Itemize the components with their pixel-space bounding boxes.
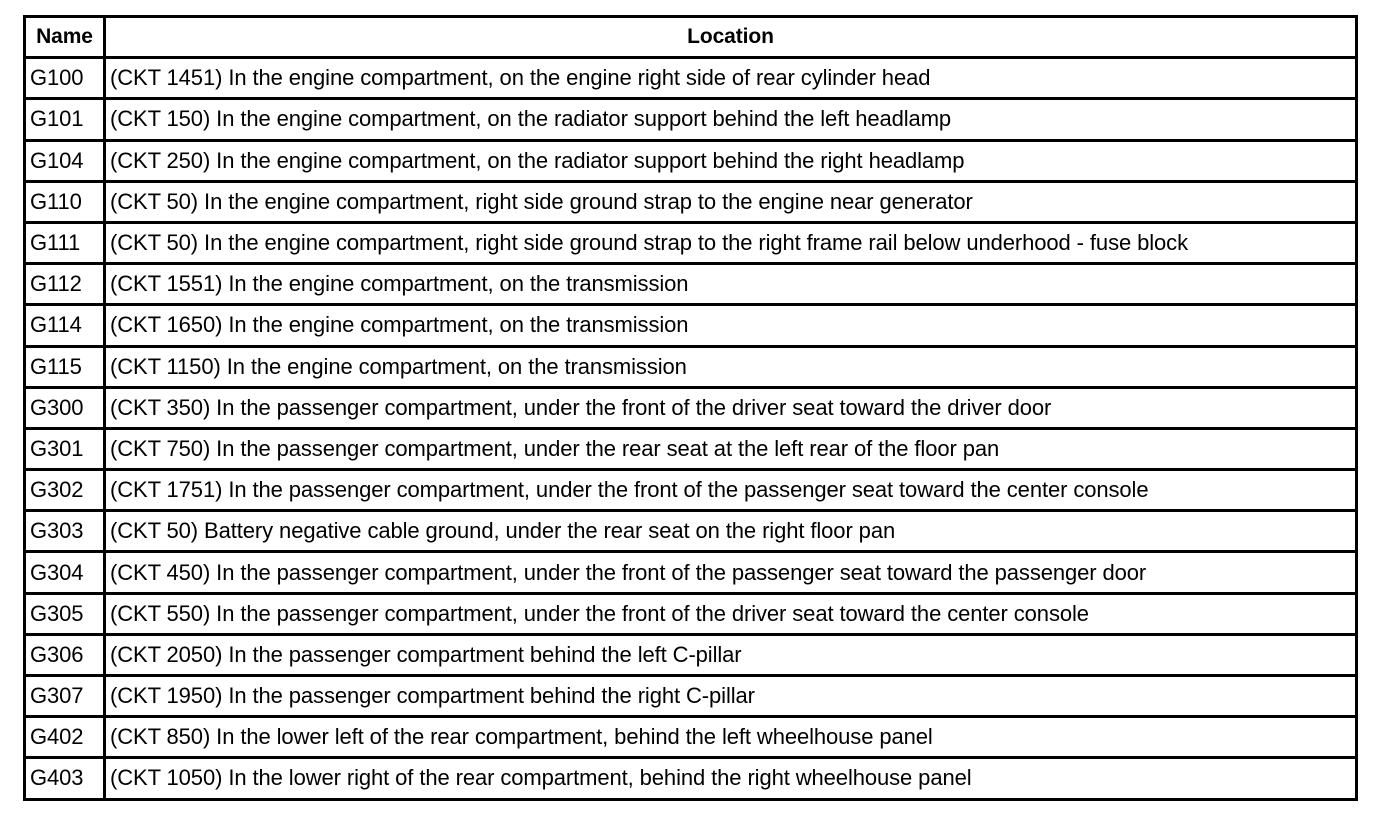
table-body bbox=[26, 59, 1355, 797]
ground-name-cell: G403 bbox=[26, 759, 106, 797]
table-row bbox=[26, 471, 1355, 512]
table-row bbox=[26, 100, 1355, 141]
ground-name-cell: G114 bbox=[26, 306, 106, 347]
table-row bbox=[26, 718, 1355, 759]
ground-name-cell: G305 bbox=[26, 595, 106, 636]
ground-name-cell: G110 bbox=[26, 183, 106, 224]
ground-location-cell: (CKT 50) In the engine compartment, right side ground strap to the engine near generator bbox=[106, 183, 1355, 224]
header-row bbox=[26, 18, 1355, 59]
table-row bbox=[26, 759, 1355, 797]
ground-name-cell: G304 bbox=[26, 553, 106, 594]
ground-locations-table bbox=[23, 15, 1358, 801]
table-row bbox=[26, 224, 1355, 265]
table-row bbox=[26, 265, 1355, 306]
ground-name-cell: G307 bbox=[26, 677, 106, 718]
ground-location-cell: (CKT 50) Battery negative cable ground, under the rear seat on the right floor pan bbox=[106, 512, 1355, 553]
ground-name-cell: G112 bbox=[26, 265, 106, 306]
ground-name-cell: G402 bbox=[26, 718, 106, 759]
table-row bbox=[26, 553, 1355, 594]
ground-location-cell: (CKT 1050) In the lower right of the rear compartment, behind the right wheelhouse panel bbox=[110, 765, 972, 791]
table-row bbox=[26, 636, 1355, 677]
ground-name-cell: G115 bbox=[26, 348, 106, 389]
ground-name-cell: G302 bbox=[26, 471, 106, 512]
ground-location-cell: (CKT 150) In the engine compartment, on the radiator support behind the left headlamp bbox=[106, 100, 1355, 141]
ground-location-cell: (CKT 50) In the engine compartment, right side ground strap to the right frame rail below underhood - fuse block bbox=[106, 224, 1355, 265]
column-header-name: Name bbox=[26, 18, 106, 59]
ground-location-cell: (CKT 550) In the passenger compartment, under the front of the driver seat toward the center console bbox=[106, 595, 1355, 636]
ground-location-cell: (CKT 1751) In the passenger compartment, under the front of the passenger seat toward the center console bbox=[106, 471, 1355, 512]
ground-location-cell: (CKT 250) In the engine compartment, on the radiator support behind the right headlamp bbox=[106, 142, 1355, 183]
table-row bbox=[26, 183, 1355, 224]
table-row bbox=[26, 306, 1355, 347]
ground-name-cell: G303 bbox=[26, 512, 106, 553]
ground-name-cell: G104 bbox=[26, 142, 106, 183]
ground-name-cell: G300 bbox=[26, 389, 106, 430]
table-row bbox=[26, 512, 1355, 553]
table-header bbox=[26, 18, 1355, 59]
ground-location-cell: (CKT 1150) In the engine compartment, on the transmission bbox=[106, 348, 1355, 389]
ground-location-cell: (CKT 2050) In the passenger compartment behind the left C-pillar bbox=[106, 636, 1355, 677]
ground-name-cell: G100 bbox=[26, 59, 106, 100]
column-header-location: Location bbox=[106, 18, 1355, 59]
table-row bbox=[26, 430, 1355, 471]
table-row bbox=[26, 142, 1355, 183]
ground-location-cell: (CKT 750) In the passenger compartment, under the rear seat at the left rear of the floor pan bbox=[106, 430, 1355, 471]
ground-location-cell: (CKT 1650) In the engine compartment, on the transmission bbox=[106, 306, 1355, 347]
ground-name-cell: G111 bbox=[26, 224, 106, 265]
table-row bbox=[26, 59, 1355, 100]
ground-location-cell: (CKT 1950) In the passenger compartment behind the right C-pillar bbox=[106, 677, 1355, 718]
table-row bbox=[26, 348, 1355, 389]
ground-locations-table-wrapper bbox=[23, 15, 1358, 801]
ground-location-cell: (CKT 450) In the passenger compartment, under the front of the passenger seat toward the passenger door bbox=[106, 553, 1355, 594]
table-row bbox=[26, 677, 1355, 718]
ground-name-cell: G101 bbox=[26, 100, 106, 141]
table-row bbox=[26, 595, 1355, 636]
ground-name-cell: G301 bbox=[26, 430, 106, 471]
table-row bbox=[26, 389, 1355, 430]
ground-location-cell: (CKT 850) In the lower left of the rear compartment, behind the left wheelhouse panel bbox=[106, 718, 1355, 759]
ground-name-cell: G306 bbox=[26, 636, 106, 677]
ground-location-cell: (CKT 350) In the passenger compartment, under the front of the driver seat toward the driver door bbox=[106, 389, 1355, 430]
ground-location-cell: (CKT 1451) In the engine compartment, on the engine right side of rear cylinder head bbox=[106, 59, 1355, 100]
ground-location-cell: (CKT 1551) In the engine compartment, on the transmission bbox=[106, 265, 1355, 306]
